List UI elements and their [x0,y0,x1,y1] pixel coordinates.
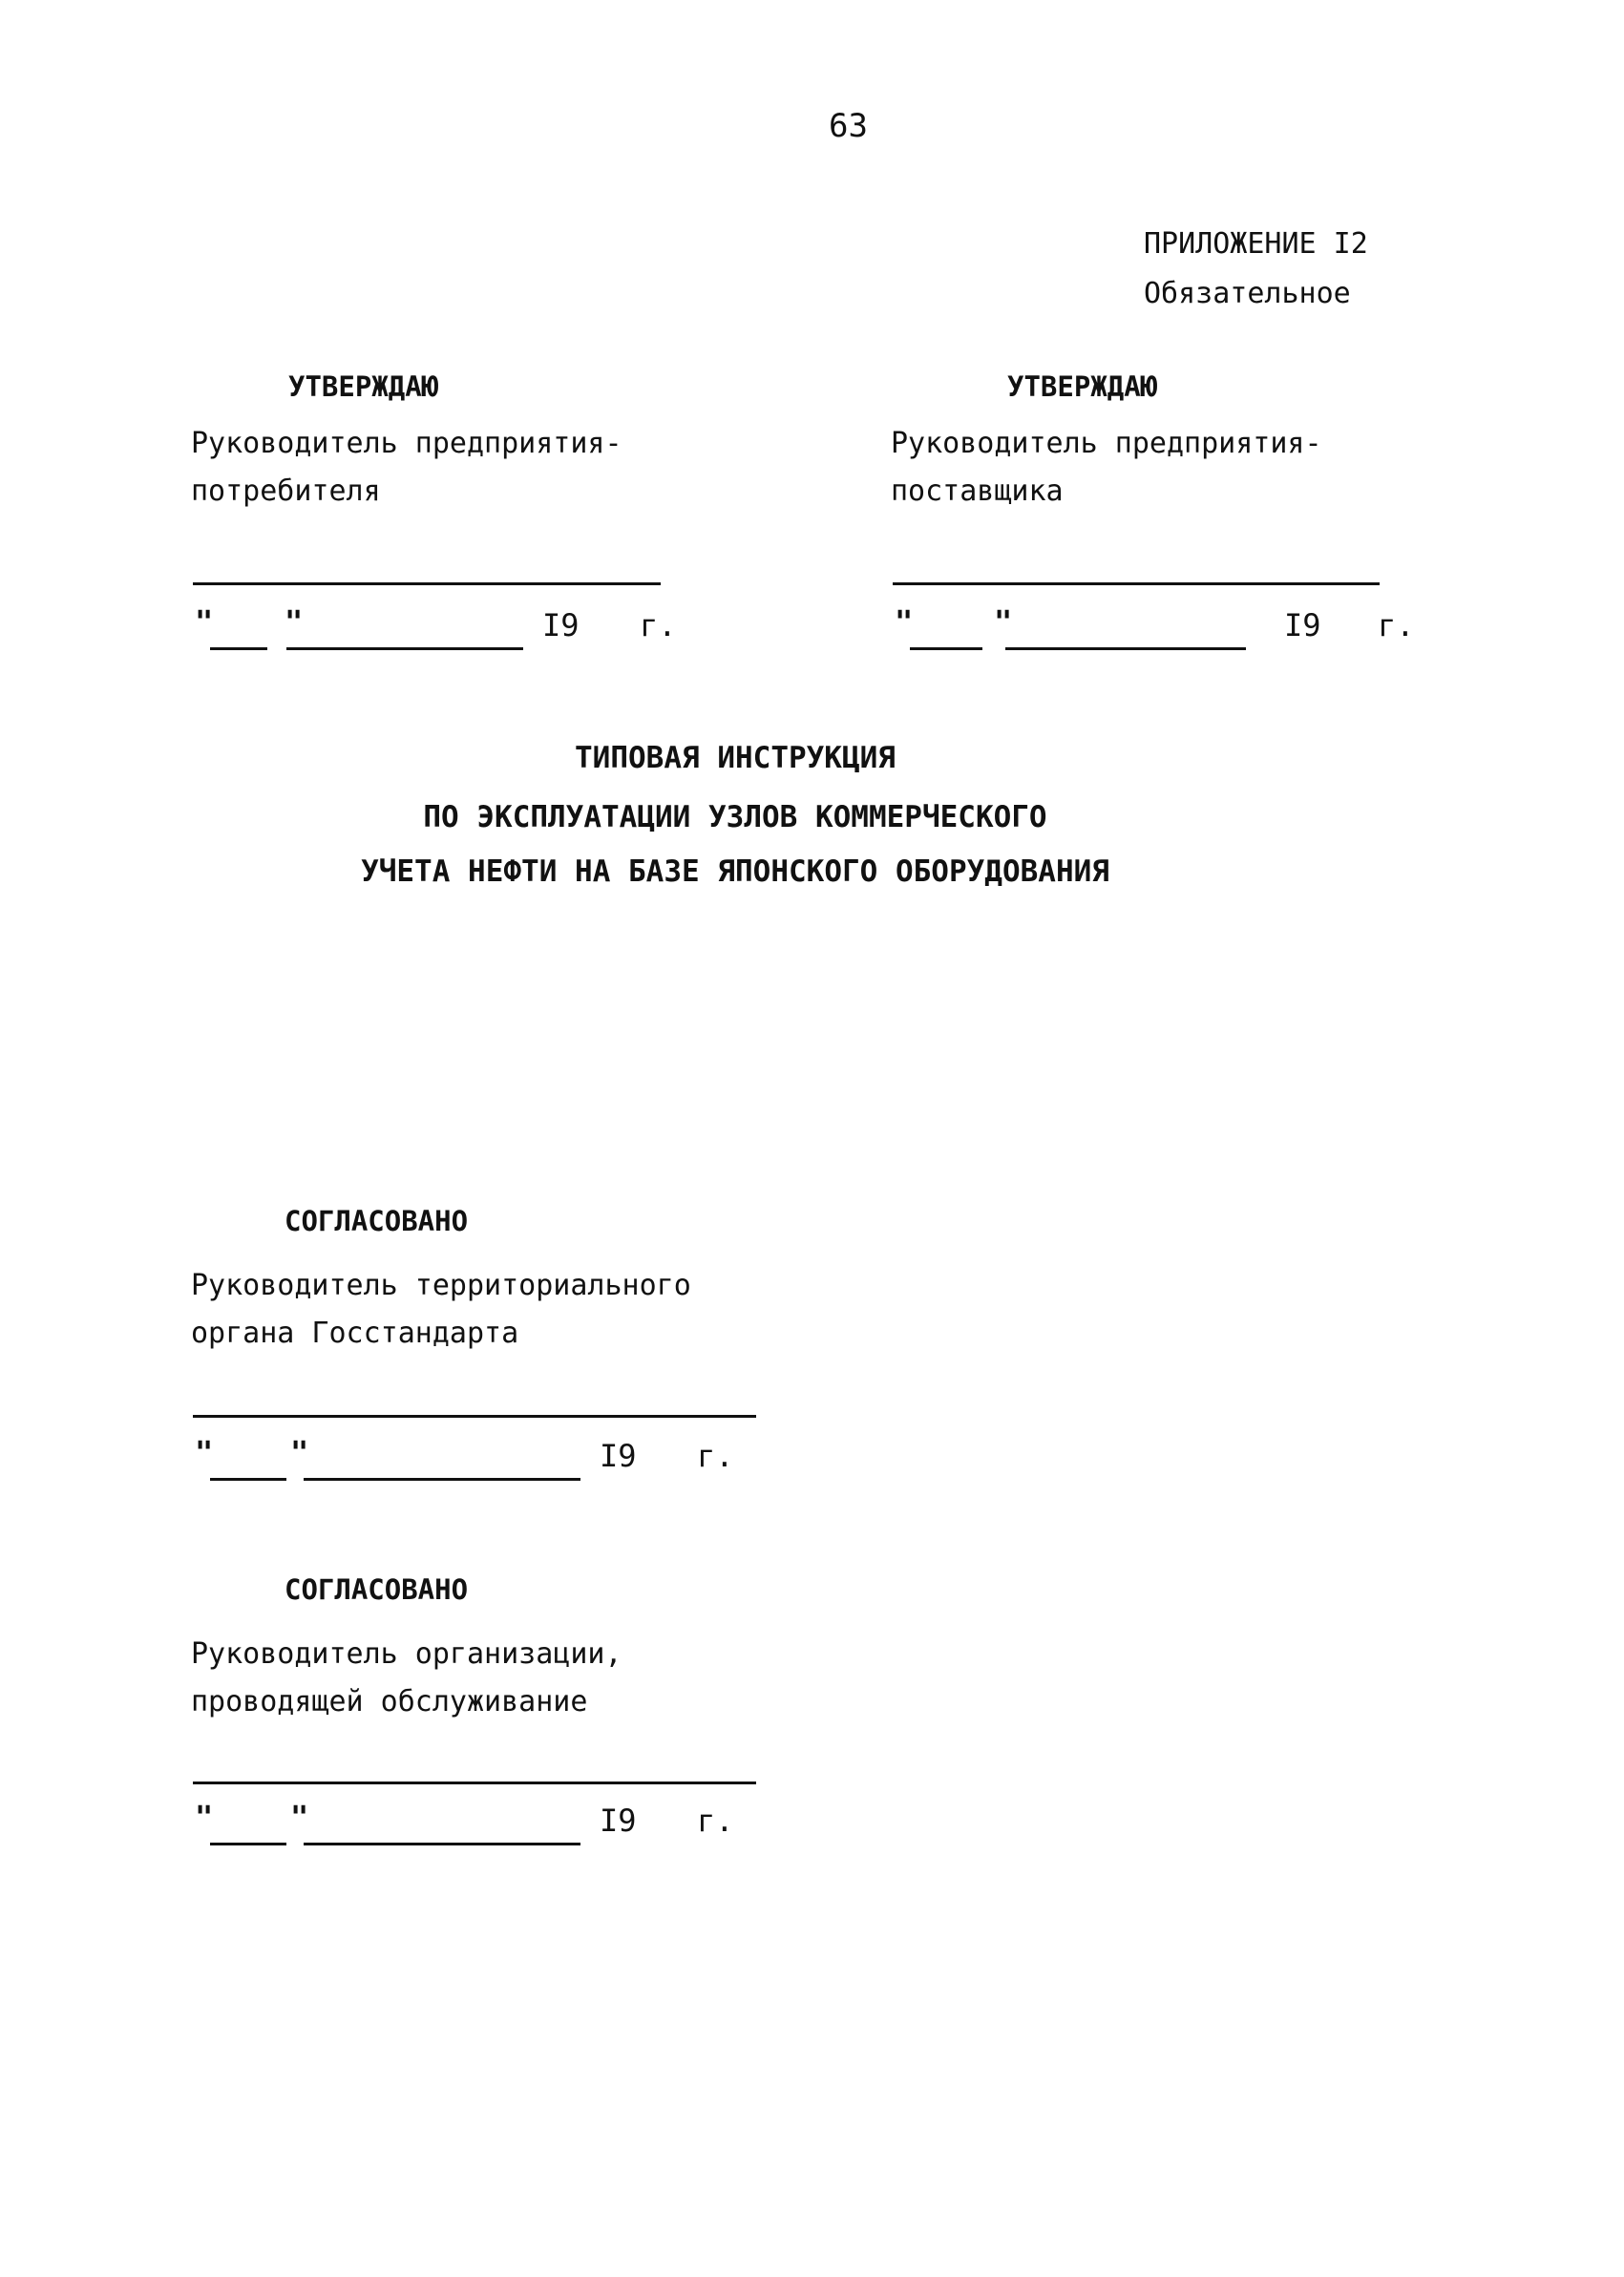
day-blank [910,647,982,650]
month-blank [286,647,523,650]
month-blank [304,1843,580,1845]
approval-position-line1: Руководитель предприятия- [891,427,1322,460]
agreement-service-org [191,1566,622,1726]
month-blank [304,1478,580,1481]
appendix-status: Обязательное [1144,277,1351,310]
signature-line [193,582,661,585]
agreement-heading: СОГЛАСОВАНО [285,1573,469,1606]
approval-heading: УТВЕРЖДАЮ [288,370,439,403]
year-suffix: г. [1378,607,1415,643]
date-row [191,603,687,649]
agreement-position-line1: Руководитель территориального [191,1269,691,1302]
approval-position-line2: поставщика [891,474,1064,508]
title-line3: УЧЕТА НЕФТИ НА БАЗЕ ЯПОНСКОГО ОБОРУДОВАНИЯ [361,854,1109,889]
month-blank [1005,647,1246,650]
signature-line [893,582,1380,585]
quote-close: " [285,603,304,640]
approval-position-line2: потребителя [191,474,381,508]
year-prefix: I9 [600,1803,637,1839]
agreement-position-line2: органа Госстандарта [191,1317,519,1350]
date-row [191,1434,764,1480]
approval-supplier [891,363,1322,516]
year-suffix: г. [640,607,677,643]
date-row [191,1799,764,1845]
agreement-gosstandart [191,1197,691,1358]
quote-close: " [994,603,1013,640]
year-prefix: I9 [600,1438,637,1474]
year-suffix: г. [697,1438,734,1474]
year-prefix: I9 [1284,607,1321,643]
appendix-label: ПРИЛОЖЕНИЕ I2 [1144,227,1368,261]
title-line2: ПО ЭКСПЛУАТАЦИИ УЗЛОВ КОММЕРЧЕСКОГО [423,800,1047,834]
quote-close: " [290,1799,309,1835]
day-blank [210,1478,286,1481]
day-blank [210,647,267,650]
appendix-block [1144,220,1368,319]
title-line1: ТИПОВАЯ ИНСТРУКЦИЯ [575,741,896,775]
page-number: 63 [829,107,868,145]
quote-open: " [895,603,914,640]
approval-consumer [191,363,622,516]
quote-open: " [195,603,214,640]
year-prefix: I9 [542,607,580,643]
quote-close: " [290,1434,309,1470]
approval-position-line1: Руководитель предприятия- [191,427,622,460]
quote-open: " [195,1799,214,1835]
agreement-position-line1: Руководитель организации, [191,1637,622,1671]
day-blank [210,1843,286,1845]
agreement-position-line2: проводящей обслуживание [191,1685,588,1718]
agreement-heading: СОГЛАСОВАНО [285,1205,469,1237]
quote-open: " [195,1434,214,1470]
approval-heading: УТВЕРЖДАЮ [1007,370,1158,403]
year-suffix: г. [697,1803,734,1839]
date-row [891,603,1425,649]
document-title [0,731,1470,899]
signature-line [193,1415,756,1418]
signature-line [193,1782,756,1784]
